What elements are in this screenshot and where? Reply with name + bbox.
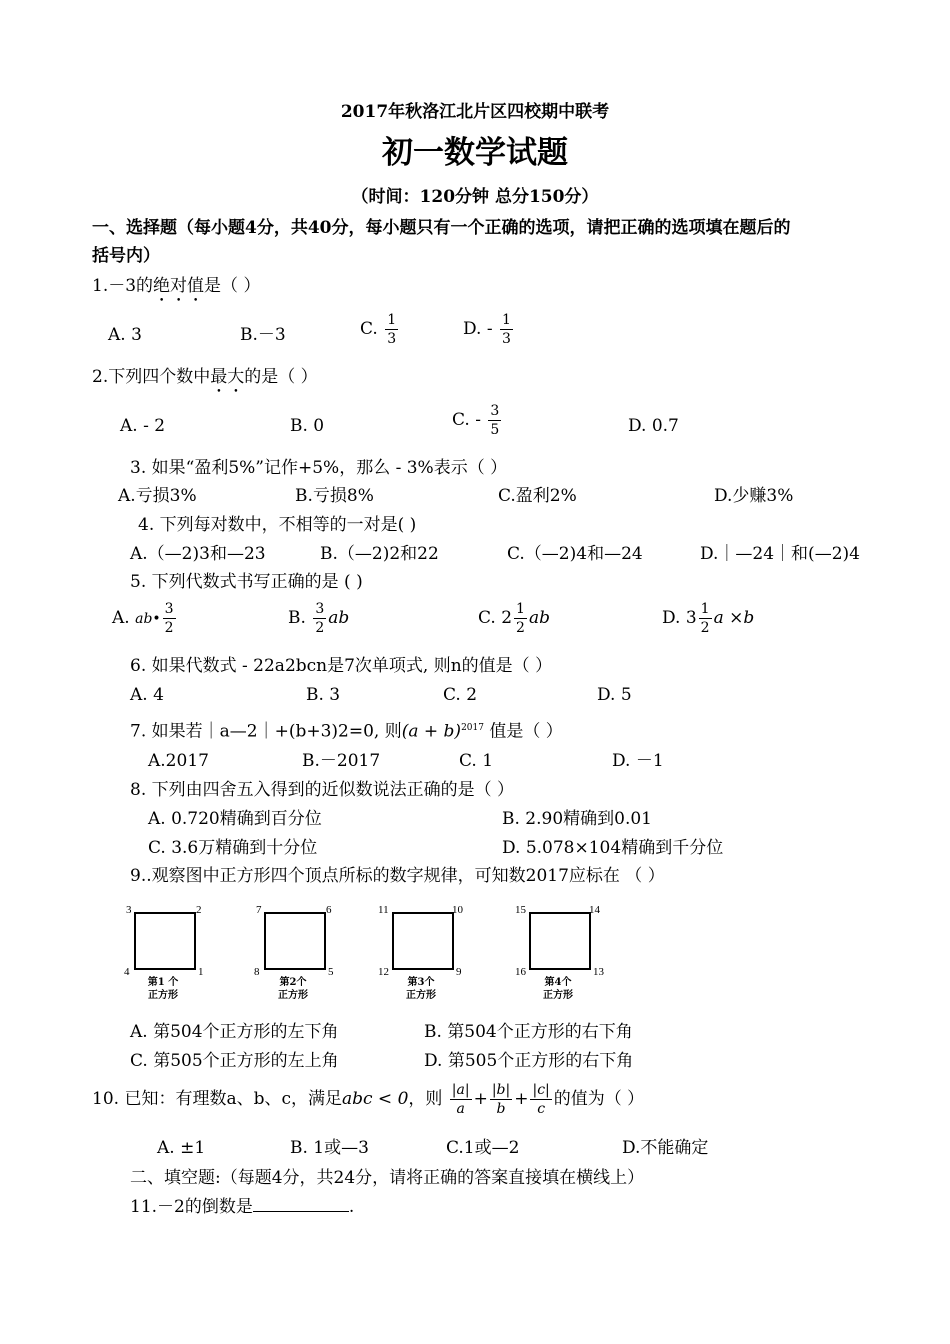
section2-heading: 二、填空题:（每题4分，共24分，请将正确的答案直接填在横线上）	[130, 1168, 645, 1188]
section1-heading-line2: 括号内）	[92, 246, 160, 266]
q8-option-b: B. 2.90精确到0.01	[502, 809, 653, 829]
q9-sq4-box	[529, 912, 591, 970]
q2-option-d: D. 0.7	[628, 416, 679, 436]
q6-option-d: D. 5	[597, 685, 632, 705]
q7-option-c: C. 1	[459, 751, 494, 771]
q11-stem: 11.－2的倒数是 .	[130, 1197, 355, 1217]
q8-stem: 8. 下列由四舍五入得到的近似数说法正确的是（ ）	[130, 780, 515, 800]
q5-stem: 5. 下列代数式书写正确的是 ( )	[130, 572, 363, 592]
q9-sq3-bottom-left: 12	[378, 966, 389, 978]
q6-stem: 6. 如果代数式 - 22a2bcn是7次单项式, 则n的值是（ ）	[130, 656, 553, 676]
q9-figure	[118, 900, 638, 1010]
q9-sq2-top-right: 6	[326, 904, 332, 916]
section1-heading-line1: 一、选择题（每小题4分，共40分，每小题只有一个正确的选项，请把正确的选项填在题后的	[92, 218, 791, 238]
q11-answer-blank[interactable]	[253, 1197, 349, 1212]
q9-sq4-bottom-right: 13	[593, 966, 604, 978]
q5-option-a: A. ab• $\frac{3}{2}$	[112, 601, 174, 636]
q5-option-b: B. $\frac{3}{2}$ ab	[288, 601, 350, 636]
q5-option-c: C. 2 $\frac{1}{2}$ ab	[478, 601, 550, 636]
q7-option-a: A.2017	[148, 751, 209, 771]
q9-square-4	[513, 900, 623, 1010]
q3-stem: 3. 如果“盈利5%”记作+5%，那么 - 3%表示（ ）	[130, 458, 508, 478]
q4-option-d: D.｜—24｜和(—2)4	[700, 544, 860, 564]
q9-sq3-top-left: 11	[378, 904, 389, 916]
q9-square-3	[376, 900, 486, 1010]
q9-sq4-top-left: 15	[515, 904, 526, 916]
q7-option-b: B.－2017	[302, 751, 381, 771]
q4-stem: 4. 下列每对数中，不相等的一对是( )	[138, 515, 417, 535]
q7-stem: 7. 如果若｜a—2｜+(b+3)2=0, 则$(a + b)^{2017}$ 值是（ ）	[130, 721, 563, 742]
q9-sq2-box	[264, 912, 326, 970]
q8-option-c: C. 3.6万精确到十分位	[148, 838, 318, 858]
q9-option-a: A. 第504个正方形的左下角	[130, 1022, 339, 1042]
q9-sq2-bottom-left: 8	[254, 966, 260, 978]
q9-square-2	[248, 900, 358, 1010]
q2-option-b: B. 0	[290, 416, 325, 436]
q9-option-b: B. 第504个正方形的右下角	[424, 1022, 633, 1042]
q9-sq4-top-right: 14	[589, 904, 600, 916]
q9-sq1-bottom-left: 4	[124, 966, 130, 978]
q9-square-1	[118, 900, 228, 1010]
q9-sq3-box	[392, 912, 454, 970]
q1-stem: 1.－3的绝对值是（ ）	[92, 276, 261, 296]
q9-sq4-bottom-left: 16	[515, 966, 526, 978]
exam-subject-title: 初一数学试题	[382, 135, 568, 171]
q9-sq3-caption: 第3个 正方形	[406, 977, 436, 1001]
q8-option-d: D. 5.078×104精确到千分位	[502, 838, 724, 858]
q3-option-d: D.少赚3%	[714, 486, 794, 506]
q9-sq1-top-left: 3	[126, 904, 132, 916]
q7-option-d: D. －1	[612, 751, 664, 771]
q9-sq1-caption: 第1 个 正方形	[147, 977, 179, 1001]
q9-sq1-bottom-right: 1	[198, 966, 204, 978]
q6-option-a: A. 4	[130, 685, 164, 705]
q2-stem: 2.下列四个数中最大的是（ ）	[92, 367, 318, 387]
q1-option-d: D. - $\frac{1}{3}$	[463, 312, 511, 347]
q9-sq1-top-right: 2	[196, 904, 202, 916]
q6-option-b: B. 3	[306, 685, 341, 705]
q9-sq4-caption: 第4个 正方形	[543, 977, 573, 1001]
q10-option-a: A. ±1	[157, 1138, 206, 1158]
q2-option-c: C. - $\frac{3}{5}$	[452, 403, 500, 438]
q10-option-d: D.不能确定	[622, 1138, 709, 1158]
q3-option-c: C.盈利2%	[498, 486, 577, 506]
q9-option-d: D. 第505个正方形的右下角	[424, 1051, 634, 1071]
q9-option-c: C. 第505个正方形的左上角	[130, 1051, 339, 1071]
q4-option-c: C.（—2)4和—24	[507, 544, 643, 564]
q1-option-c: C. $\frac{1}{3}$	[360, 312, 397, 347]
q10-stem: 10. 已知：有理数a、b、c，满足abc < 0，则 $\frac{|a|}{a}$ + $\frac{|b|}{b}$ + $\frac{|c|}{c}$ 的值为（ ）	[92, 1082, 645, 1117]
q9-stem: 9..观察图中正方形四个顶点所标的数字规律，可知数2017应标在 （ ）	[130, 866, 665, 886]
q9-sq3-bottom-right: 9	[456, 966, 462, 978]
q10-option-b: B. 1或—3	[290, 1138, 369, 1158]
q10-option-c: C.1或—2	[446, 1138, 520, 1158]
q4-option-b: B.（—2)2和22	[320, 544, 439, 564]
q9-sq1-box	[134, 912, 196, 970]
exam-time-info: （时间：120分钟 总分150分）	[351, 187, 599, 207]
q3-option-b: B.亏损8%	[295, 486, 374, 506]
q4-option-a: A.（—2)3和—23	[130, 544, 266, 564]
q5-option-d: D. 3 $\frac{1}{2}$ a ×b	[662, 601, 755, 636]
exam-series-title: 2017年秋洛江北片区四校期中联考	[340, 102, 610, 122]
q9-sq3-top-right: 10	[452, 904, 463, 916]
q2-option-a: A. - 2	[120, 416, 166, 436]
q9-sq2-bottom-right: 5	[328, 966, 334, 978]
q1-option-a: A. 3	[108, 325, 142, 345]
q8-option-a: A. 0.720精确到百分位	[148, 809, 322, 829]
q9-sq2-caption: 第2个 正方形	[278, 977, 308, 1001]
q9-sq2-top-left: 7	[256, 904, 262, 916]
q3-option-a: A.亏损3%	[118, 486, 197, 506]
q1-option-b: B.－3	[240, 325, 286, 345]
q6-option-c: C. 2	[443, 685, 478, 705]
